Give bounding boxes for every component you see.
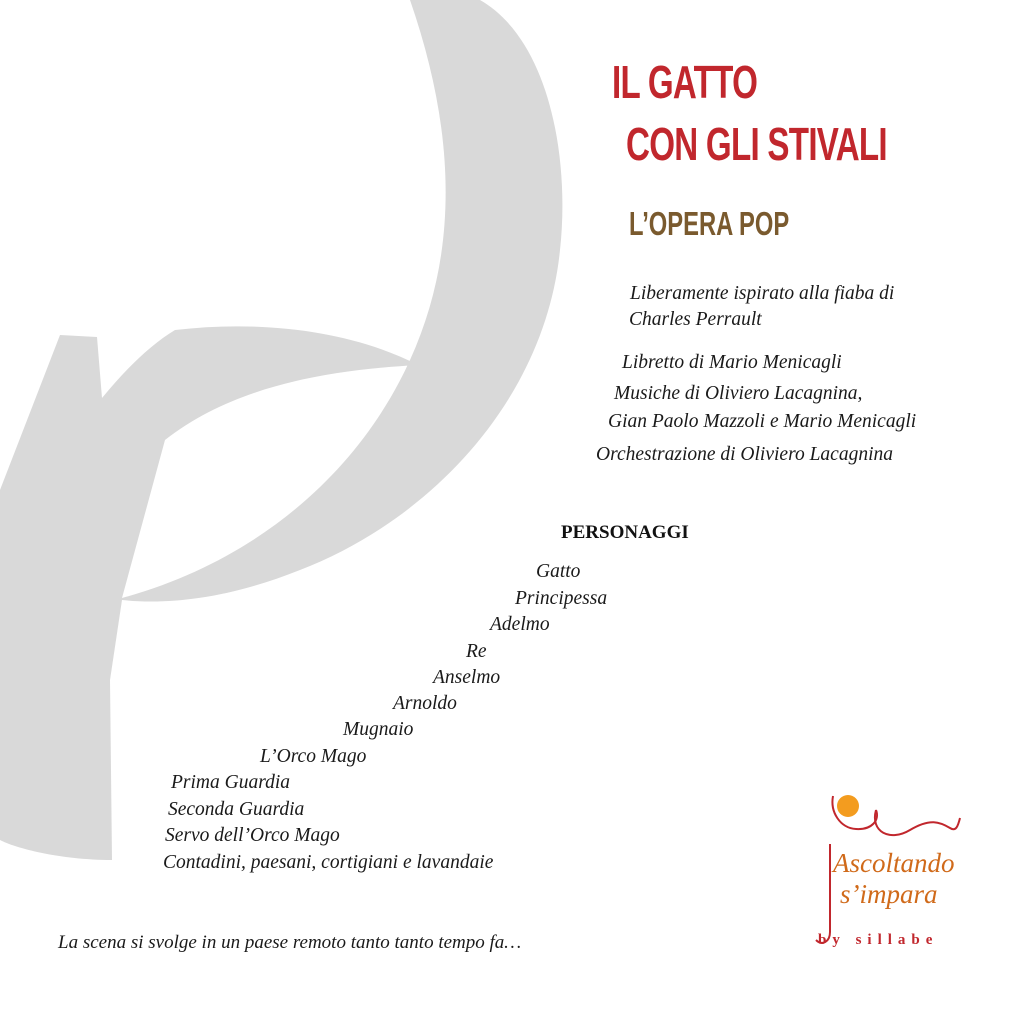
title-line-1: IL GATTO (612, 56, 758, 108)
logo-text-line-2: s’impara (840, 879, 938, 909)
credit-inspired-line-1: Liberamente ispirato alla fiaba di (630, 283, 895, 304)
cast-item: Prima Guardia (171, 772, 290, 793)
cast-item: Servo dell’Orco Mago (165, 825, 340, 846)
cast-item: Gatto (536, 561, 581, 582)
cast-item: Arnoldo (393, 693, 457, 714)
cast-item: Anselmo (433, 667, 501, 688)
cast-item: Seconda Guardia (168, 799, 305, 820)
logo-text-line-1: Ascoltando (833, 848, 955, 878)
logo-byline: by sillabe (818, 932, 939, 948)
cast-item: Contadini, paesani, cortigiani e lavandaie (163, 852, 494, 873)
subtitle: L’OPERA POP (629, 205, 790, 242)
credit-orchestration: Orchestrazione di Oliviero Lacagnina (596, 444, 893, 465)
credit-music-line-1: Musiche di Oliviero Lacagnina, (614, 383, 863, 404)
scene-note: La scena si svolge in un paese remoto tanto tanto tempo fa… (58, 932, 522, 953)
cast-heading: PERSONAGGI (561, 522, 689, 543)
title-line-2: CON GLI STIVALI (626, 118, 887, 170)
credit-libretto: Libretto di Mario Menicagli (622, 352, 842, 373)
cast-item: Adelmo (490, 614, 550, 635)
credit-inspired-line-2: Charles Perrault (629, 309, 762, 330)
cast-item: Principessa (515, 588, 608, 609)
cast-item: Mugnaio (343, 719, 414, 740)
cast-item: Re (466, 641, 487, 662)
credit-music-line-2: Gian Paolo Mazzoli e Mario Menicagli (608, 411, 917, 432)
cast-item: L’Orco Mago (260, 746, 367, 767)
